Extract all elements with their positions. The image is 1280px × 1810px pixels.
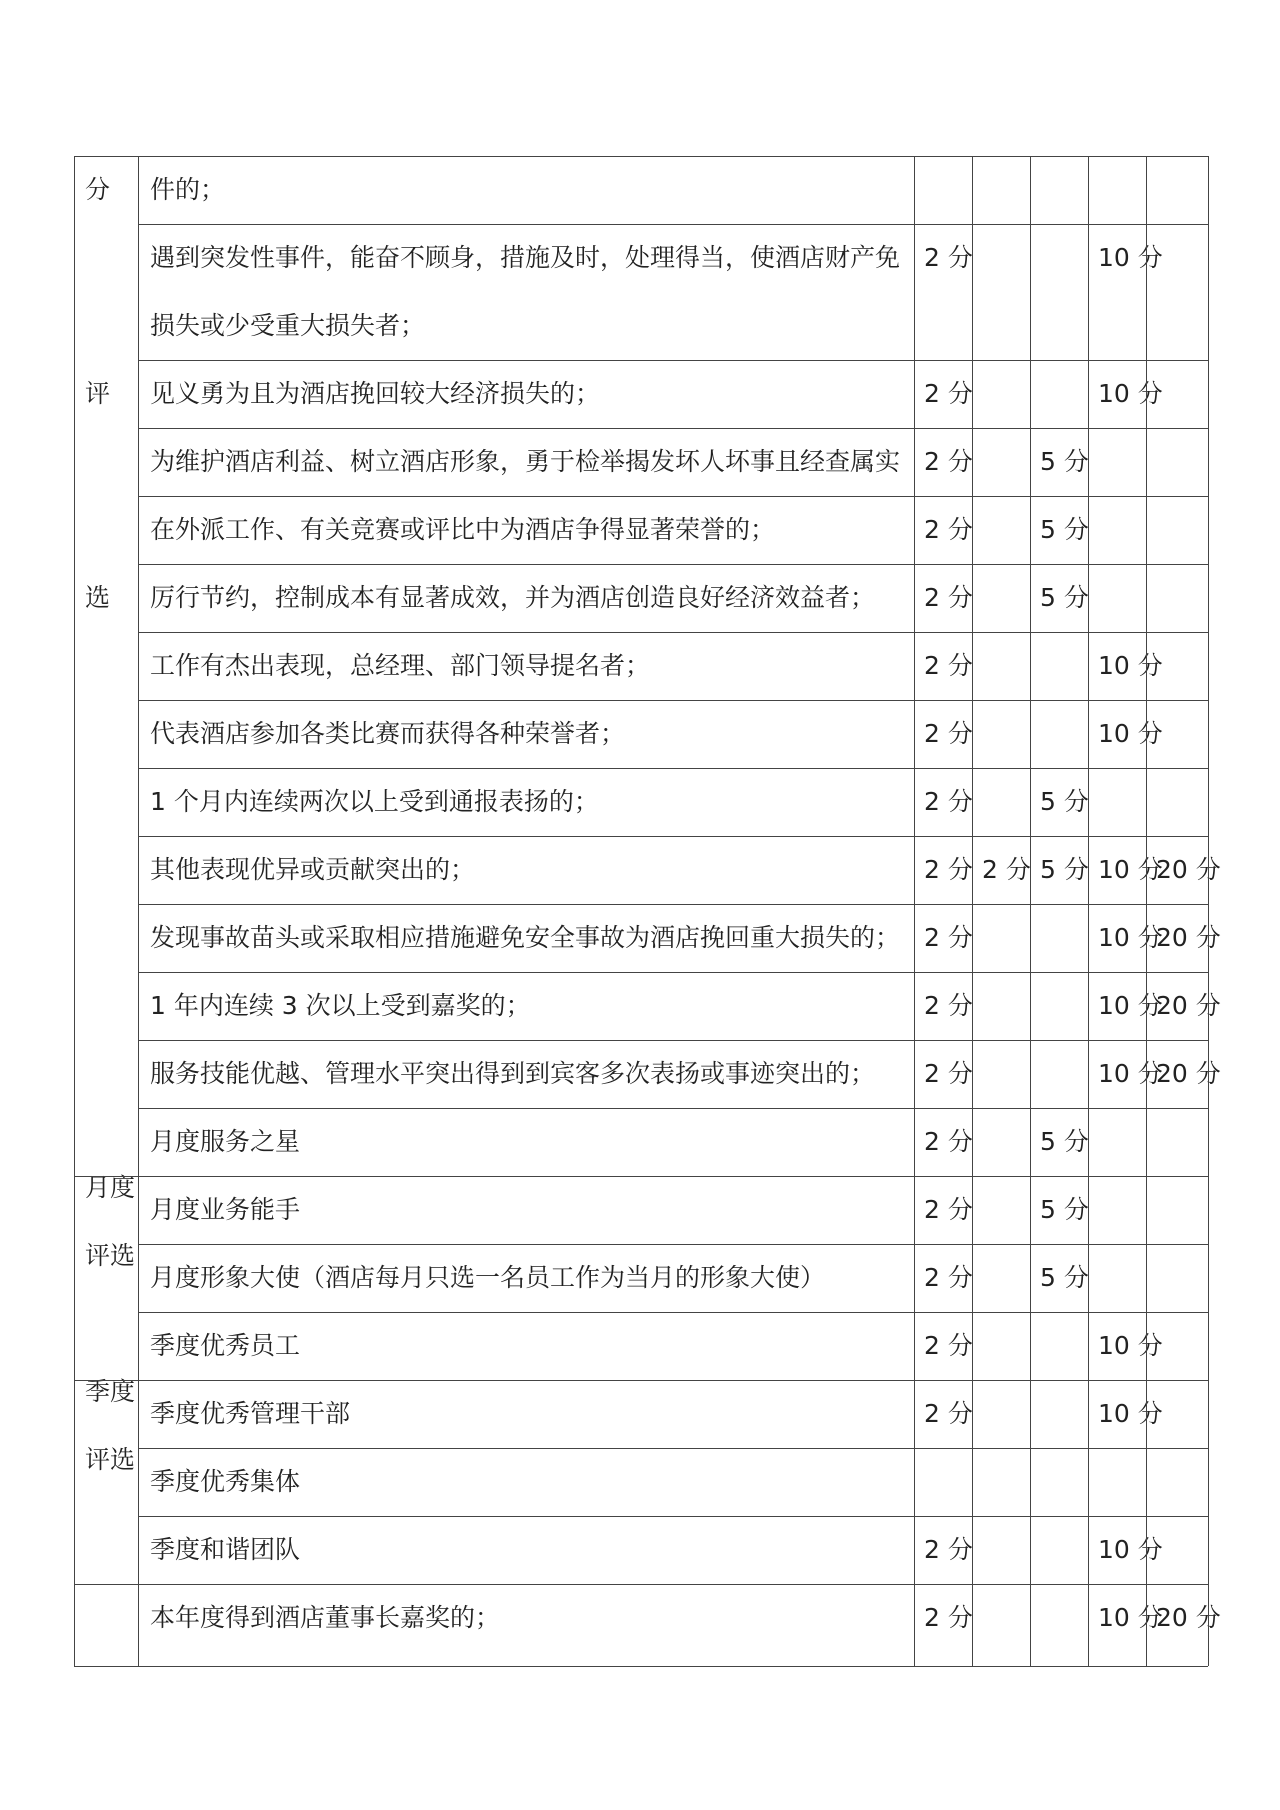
grid-hline — [138, 224, 1208, 225]
score-cell — [1030, 1448, 1088, 1516]
score-cell — [972, 428, 1030, 496]
score-cell: 10 分 — [1098, 1603, 1163, 1632]
grid-hline — [138, 768, 1208, 769]
score-cell — [1146, 496, 1208, 564]
grid-hline — [138, 1584, 1208, 1585]
score-cell — [972, 1108, 1030, 1176]
score-cell — [1088, 496, 1146, 564]
score-cell — [972, 768, 1030, 836]
score-cell: 10 分 — [1098, 1331, 1163, 1360]
score-cell: 2 分 — [924, 447, 973, 476]
grid-vline — [1088, 156, 1089, 1666]
item-description: 季度优秀集体 — [150, 1467, 301, 1496]
score-cell — [972, 1380, 1030, 1448]
score-cell — [1146, 224, 1208, 292]
grid-vline — [1208, 156, 1209, 1666]
score-cell — [1088, 1176, 1146, 1244]
score-cell — [972, 1584, 1030, 1652]
score-cell — [1030, 224, 1088, 292]
grid-hline — [74, 1380, 138, 1381]
grid-hline — [138, 1312, 1208, 1313]
score-cell — [1088, 768, 1146, 836]
score-cell — [1030, 904, 1088, 972]
grid-hline — [74, 156, 138, 157]
score-cell — [972, 564, 1030, 632]
grid-hline — [74, 1666, 138, 1667]
score-cell: 2 分 — [924, 379, 973, 408]
grid-hline — [138, 496, 1208, 497]
score-cell — [1030, 156, 1088, 224]
score-cell — [1146, 1448, 1208, 1516]
score-cell: 2 分 — [924, 583, 973, 612]
item-description: 1 个月内连续两次以上受到通报表扬的； — [150, 787, 599, 816]
score-cell: 10 分 — [1098, 1059, 1163, 1088]
item-description: 季度优秀员工 — [150, 1331, 301, 1360]
score-cell — [1146, 1244, 1208, 1312]
score-cell: 2 分 — [924, 855, 973, 884]
score-cell — [1146, 700, 1208, 768]
grid-hline — [138, 1380, 1208, 1381]
score-cell — [1088, 1244, 1146, 1312]
score-cell: 20 分 — [1156, 923, 1221, 952]
score-cell: 20 分 — [1156, 991, 1221, 1020]
score-cell: 10 分 — [1098, 379, 1163, 408]
score-cell — [1030, 1312, 1088, 1380]
grid-hline — [138, 700, 1208, 701]
score-cell — [1146, 564, 1208, 632]
item-description: 本年度得到酒店董事长嘉奖的； — [150, 1603, 501, 1632]
score-cell: 2 分 — [924, 651, 973, 680]
score-cell — [1088, 428, 1146, 496]
score-cell: 2 分 — [924, 991, 973, 1020]
score-cell: 10 分 — [1098, 1399, 1163, 1428]
item-description: 服务技能优越、管理水平突出得到到宾客多次表扬或事迹突出的； — [150, 1059, 876, 1088]
score-cell — [972, 1244, 1030, 1312]
score-cell — [1088, 564, 1146, 632]
score-cell — [1146, 632, 1208, 700]
score-cell: 2 分 — [924, 1399, 973, 1428]
score-cell: 5 分 — [1040, 855, 1089, 884]
grid-hline — [138, 1666, 1208, 1667]
score-cell — [1030, 360, 1088, 428]
score-cell: 5 分 — [1040, 787, 1089, 816]
score-cell: 10 分 — [1098, 855, 1163, 884]
score-cell: 20 分 — [1156, 1059, 1221, 1088]
score-cell — [1146, 1516, 1208, 1584]
score-cell: 2 分 — [924, 1331, 973, 1360]
item-description: 在外派工作、有关竞赛或评比中为酒店争得显著荣誉的； — [150, 515, 776, 544]
score-cell: 2 分 — [924, 1603, 973, 1632]
score-cell — [1030, 700, 1088, 768]
score-cell — [1088, 156, 1146, 224]
grid-hline — [138, 1448, 1208, 1449]
score-cell: 2 分 — [924, 787, 973, 816]
score-cell — [1146, 1380, 1208, 1448]
grid-hline — [138, 1516, 1208, 1517]
score-cell — [972, 1312, 1030, 1380]
score-cell: 5 分 — [1040, 583, 1089, 612]
grid-vline — [972, 156, 973, 1666]
score-cell: 5 分 — [1040, 447, 1089, 476]
category-label: 选 — [85, 583, 111, 612]
item-description: 代表酒店参加各类比赛而获得各种荣誉者； — [150, 719, 626, 748]
score-cell — [1030, 1584, 1088, 1652]
grid-hline — [74, 1176, 138, 1177]
category-label: 季度 — [85, 1377, 136, 1406]
item-description: 厉行节约，控制成本有显著成效，并为酒店创造良好经济效益者； — [150, 583, 876, 612]
score-cell — [1146, 428, 1208, 496]
score-cell — [1030, 632, 1088, 700]
category-label: 评选 — [85, 1241, 136, 1270]
score-cell: 10 分 — [1098, 991, 1163, 1020]
score-cell: 2 分 — [924, 1263, 973, 1292]
grid-hline — [138, 632, 1208, 633]
score-cell: 5 分 — [1040, 1195, 1089, 1224]
item-description: 季度和谐团队 — [150, 1535, 301, 1564]
item-description: 工作有杰出表现，总经理、部门领导提名者； — [150, 651, 651, 680]
item-description: 发现事故苗头或采取相应措施避免安全事故为酒店挽回重大损失的； — [150, 923, 901, 952]
score-cell — [1146, 768, 1208, 836]
score-cell: 2 分 — [982, 855, 1031, 884]
score-cell — [1146, 360, 1208, 428]
score-cell: 5 分 — [1040, 1127, 1089, 1156]
score-cell: 10 分 — [1098, 243, 1163, 272]
grid-vline — [138, 156, 139, 1666]
score-cell — [1030, 1380, 1088, 1448]
item-description: 件的； — [150, 175, 226, 204]
score-cell — [914, 1448, 972, 1516]
category-label: 分 — [85, 175, 111, 204]
score-cell — [914, 156, 972, 224]
score-cell: 2 分 — [924, 1059, 973, 1088]
grid-hline — [138, 972, 1208, 973]
item-description: 为维护酒店利益、树立酒店形象，勇于检举揭发坏人坏事且经查属实 — [150, 447, 901, 476]
item-description: 1 年内连续 3 次以上受到嘉奖的； — [150, 991, 531, 1020]
category-label: 评 — [85, 379, 111, 408]
score-cell — [972, 224, 1030, 292]
score-cell: 2 分 — [924, 1127, 973, 1156]
grid-vline — [914, 156, 915, 1666]
score-cell: 2 分 — [924, 719, 973, 748]
score-cell: 20 分 — [1156, 855, 1221, 884]
item-description: 月度业务能手 — [150, 1195, 301, 1224]
score-cell: 10 分 — [1098, 1535, 1163, 1564]
grid-vline — [74, 156, 75, 1666]
score-cell: 2 分 — [924, 1195, 973, 1224]
item-description: 月度形象大使（酒店每月只选一名员工作为当月的形象大使） — [150, 1263, 826, 1292]
score-cell: 5 分 — [1040, 1263, 1089, 1292]
score-cell — [972, 1176, 1030, 1244]
score-cell — [972, 904, 1030, 972]
score-cell — [1030, 972, 1088, 1040]
score-cell: 2 分 — [924, 515, 973, 544]
score-cell — [972, 972, 1030, 1040]
item-description: 其他表现优异或贡献突出的； — [150, 855, 476, 884]
score-cell: 2 分 — [924, 1535, 973, 1564]
grid-hline — [74, 1584, 138, 1585]
grid-hline — [138, 360, 1208, 361]
item-description: 季度优秀管理干部 — [150, 1399, 351, 1428]
item-description-continued: 损失或少受重大损失者； — [150, 311, 426, 340]
grid-hline — [138, 836, 1208, 837]
score-cell — [972, 700, 1030, 768]
grid-hline — [138, 904, 1208, 905]
grid-hline — [138, 156, 1208, 157]
score-cell: 10 分 — [1098, 719, 1163, 748]
score-cell: 20 分 — [1156, 1603, 1221, 1632]
category-label: 月度 — [85, 1173, 136, 1202]
score-cell: 2 分 — [924, 923, 973, 952]
award-table — [74, 156, 1221, 1666]
score-cell: 5 分 — [1040, 515, 1089, 544]
score-cell — [972, 1040, 1030, 1108]
score-cell — [1146, 1312, 1208, 1380]
grid-hline — [138, 564, 1208, 565]
item-description: 遇到突发性事件，能奋不顾身，措施及时，处理得当，使酒店财产免 — [150, 243, 901, 272]
score-cell — [972, 496, 1030, 564]
score-cell — [1146, 1176, 1208, 1244]
score-cell: 2 分 — [924, 243, 973, 272]
score-cell: 10 分 — [1098, 651, 1163, 680]
grid-hline — [138, 1040, 1208, 1041]
category-label: 评选 — [85, 1445, 136, 1474]
item-description: 月度服务之星 — [150, 1127, 301, 1156]
grid-hline — [138, 1244, 1208, 1245]
grid-vline — [1030, 156, 1031, 1666]
score-cell — [1146, 1108, 1208, 1176]
score-cell: 10 分 — [1098, 923, 1163, 952]
grid-vline — [1146, 156, 1147, 1666]
score-cell — [1030, 1516, 1088, 1584]
score-cell — [1088, 1108, 1146, 1176]
score-cell — [972, 632, 1030, 700]
score-cell — [1030, 1040, 1088, 1108]
grid-hline — [138, 1176, 1208, 1177]
item-description: 见义勇为且为酒店挽回较大经济损失的； — [150, 379, 601, 408]
score-cell — [1088, 1448, 1146, 1516]
score-cell — [1146, 156, 1208, 224]
score-cell — [972, 156, 1030, 224]
score-cell — [972, 1516, 1030, 1584]
grid-hline — [138, 428, 1208, 429]
score-cell — [972, 360, 1030, 428]
score-cell — [972, 1448, 1030, 1516]
grid-hline — [138, 1108, 1208, 1109]
